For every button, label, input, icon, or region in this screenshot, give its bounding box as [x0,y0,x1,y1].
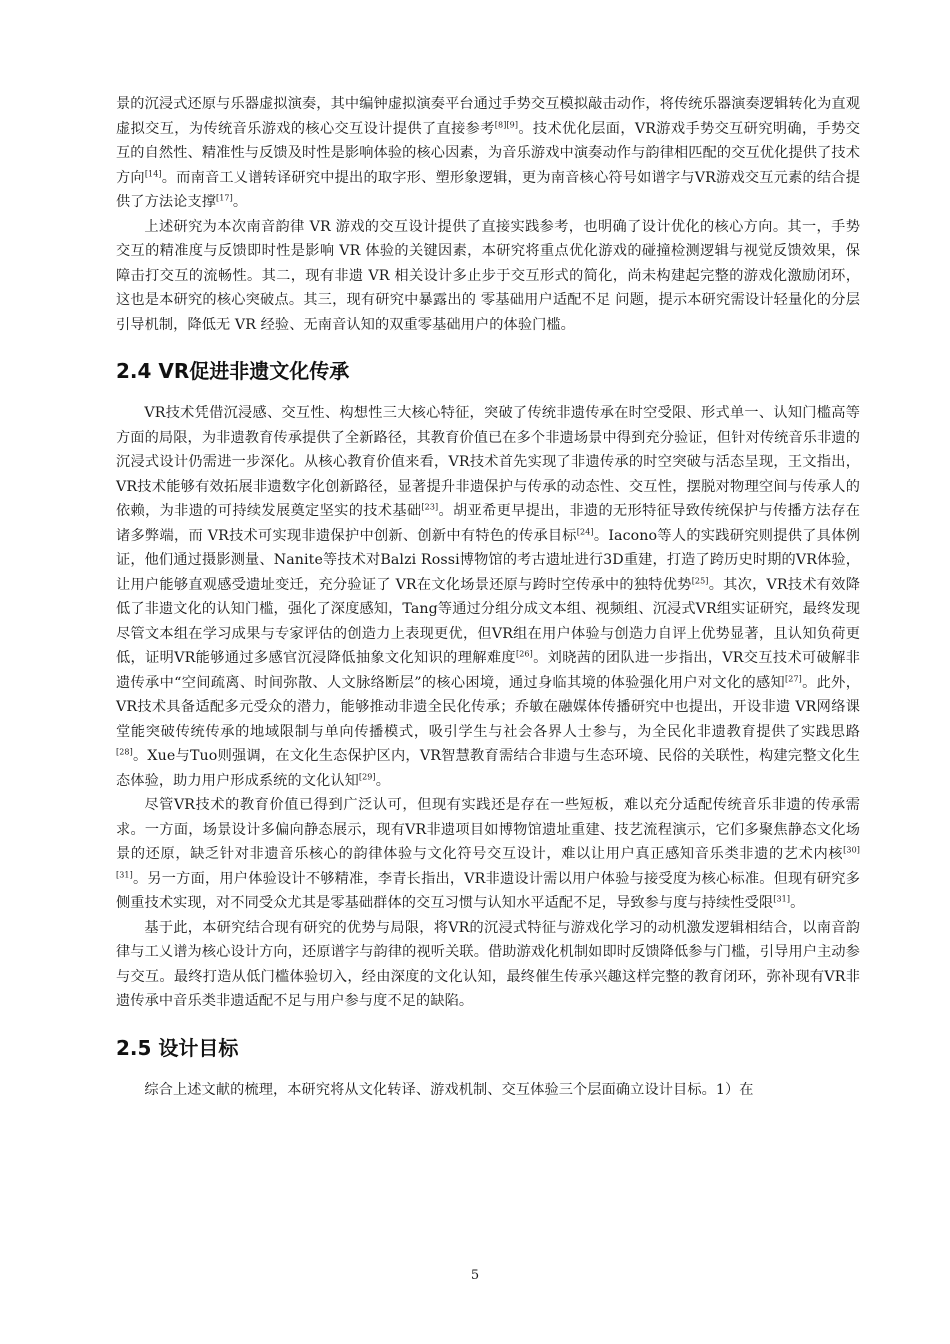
section-heading-2-4: 2.4 VR促进非遗文化传承 [116,359,350,383]
text-run: 基于此，本研究结合现有研究的优势与局限，将VR的沉浸式特征与游戏化学习的动机激发逻辑相结合，以南音韵律与工乂谱为核心设计方向，还原谱字与韵律的视听关联。借助游戏化机制如即时反馈降低参与门槛，引导用户主动参与交互。最终打造从低门槛体验切入，经由深度的文化认知，最终催生传承兴趣这样完整的教育闭环，弥补现有VR非遗传承中音乐类非遗适配不足与用户参与度不足的缺陷。 [116,919,860,1009]
text-run: 综合上述文献的梳理，本研究将从文化转译、游戏机制、交互体验三个层面确立设计目标。1）在 [144,1081,754,1098]
text-run: 。Iacono等人的实践研究则提供了具体例证，他们通过摄影测量、Nanite等技术对Balzi Rossi博物馆的考古遗址进行3D重建，打造了跨历史时期的VR体验，让用户能够直观感受遗址变迁，充分验证了 VR在文化场景还原与跨时空传承中的独特优势 [116,527,860,593]
page-number: 5 [470,1268,480,1283]
citation-ref: [23] [421,502,439,512]
text-run: 。其次，VR技术有效降低了非遗文化的认知门槛，强化了深度感知，Tang等通过分组分成文本组、视频组、沉浸式VR组实证研究，最终发现尽管文本组在学习成果与专家评估的创造力上表现更优，但VR组在用户体验与创造力自评上优势显著，且认知负荷更低，证明VR能够通过多感官沉浸降低抽象文化知识的理解难度 [116,576,861,666]
text-run: 。此外，VR技术具备适配多元受众的潜力，能够推动非遗全民化传承；乔敏在融媒体传播研究中也提出，开设非遗 VR网络课堂能突破传统传承的地域限制与单向传播模式，吸引学生与社会各界人士参与，为全民化非遗教育提供了实践思路 [116,674,860,740]
citation-ref: [26] [515,649,533,659]
paragraph [116,401,860,793]
citation-ref: [25] [691,575,709,585]
paragraph [116,215,860,338]
section-heading-2-5: 2.5 设计目标 [116,1035,239,1060]
section-2-5-body [116,1078,860,1103]
citation-ref: [14] [144,168,162,178]
text-run: 。技术优化层面，VR游戏手势交互研究明确，手势交互的自然性、精准性与反馈及时性是影响体验的核心因素，为音乐游戏中演奏动作与韵律相匹配的交互优化提供了技术方向 [116,120,860,186]
text-run: 。Xue与Tuo则强调，在文化生态保护区内，VR智慧教育需结合非遗与生态环境、民俗的关联性，构建完整文化生态体验，助力用户形成系统的文化认知 [116,748,860,789]
text-run: 。 [375,772,391,789]
paragraph [116,92,860,215]
citation-ref: [31] [773,894,791,904]
text-run: 尽管VR技术的教育价值已得到广泛认可，但现有实践还是存在一些短板，难以充分适配传统音乐非遗的传承需求。一方面，场景设计多偏向静态展示，现有VR非遗项目如博物馆遗址重建、技艺流程演示，它们多聚焦静态文化场景的还原，缺乏针对非遗音乐核心的韵律体验与文化符号交互设计，难以让用户真正感知音乐类非遗的艺术内核 [116,797,860,862]
paragraph [116,1078,860,1103]
text-run: 。 [232,194,248,210]
citation-ref: [17] [216,193,233,203]
text-run: 。而南音工乂谱转译研究中提出的取字形、塑形象逻辑，更为南音核心符号如谱字与VR游戏交互元素的结合提供了方法论支撑 [116,169,860,210]
text-run: 。刘晓茜的团队进一步指出，VR交互技术可破解非遗传承中“空间疏离、时间弥散、人文脉络断层”的核心困境，通过身临其境的体验强化用户对文化的感知 [116,650,860,691]
text-run: VR技术凭借沉浸感、交互性、构想性三大核心特征，突破了传统非遗传承在时空受限、形式单一、认知门槛高等方面的局限，为非遗教育传承提供了全新路径，其教育价值已在多个非遗场景中得到充分验证，但针对传统音乐非遗的沉浸式设计仍需进一步深化。从核心教育价值来看，VR技术首先实现了非遗传承的时空突破与活态呈现，王文指出，VR技术能够有效拓展非遗数字化创新路径，显著提升非遗保护与传承的动态性、交互性，摆脱对物理空间与传承人的依赖，为非遗的可持续发展奠定坚实的技术基础 [116,405,860,519]
text-run: 上述研究为本次南音韵律 VR 游戏的交互设计提供了直接实践参考，也明确了设计优化的核心方向。其一，手势交互的精准度与反馈即时性是影响 VR 体验的关键因素，本研究将重点优化游戏的碰撞检测逻辑与视觉反馈效果，保障击打交互的流畅性。其二，现有非遗 VR 相关设计多止步于交互形式的简化，尚未构建起完整的游戏化激励闭环，这也是本研究的核心突破点。其三，现有研究中暴露出的 零基础用户适配不足 问题，提示本研究需设计轻量化的分层引导机制，降低无 VR 经验、无南音认知的双重零基础用户的体验门槛。 [116,218,860,333]
citation-ref: [29] [358,771,376,781]
citation-ref: [30][31] [116,845,860,879]
text-run: 。胡亚希更早提出，非遗的无形特征导致传统保护与传播方法存在诸多弊端，而 VR技术可实现非遗保护中创新、创新中有特色的传承目标 [116,503,861,544]
citation-ref: [8][9] [494,119,519,129]
paragraph [116,916,860,1014]
text-run: 。 [790,895,805,911]
citation-ref: [27] [785,673,802,683]
intro-section [116,92,860,337]
paragraph [116,793,860,916]
citation-ref: [28] [116,747,133,757]
document-page [116,92,860,1102]
section-2-4-body [116,401,860,1014]
text-run: 。另一方面，用户体验设计不够精准，李青长指出，VR非遗设计需以用户体验与接受度为核心标准。但现有研究多侧重技术实现，对不同受众尤其是零基础群体的交互习惯与认知水平适配不足，导致参与度与持续性受限 [116,870,860,911]
citation-ref: [24] [576,526,594,536]
text-run: 景的沉浸式还原与乐器虚拟演奏，其中编钟虚拟演奏平台通过手势交互模拟敲击动作，将传统乐器演奏逻辑转化为直观虚拟交互，为传统音乐游戏的核心交互设计提供了直接参考 [116,96,860,137]
